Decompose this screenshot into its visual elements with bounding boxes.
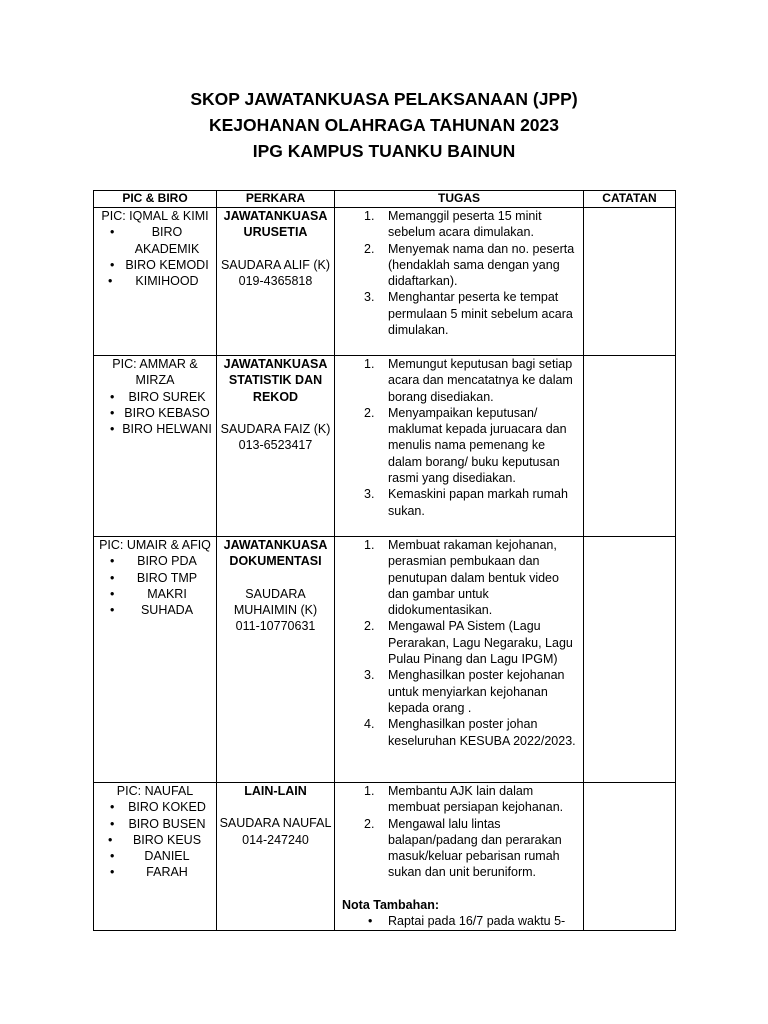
list-item: 2. Menyemak nama dan no. peserta (hendaklah sama dengan yang didaftarkan). — [364, 241, 575, 289]
person-name: SAUDARA FAIZ (K) — [220, 421, 331, 436]
header-catatan: CATATAN — [584, 191, 676, 208]
catatan-cell — [584, 208, 676, 356]
person-name: SAUDARA MUHAIMIN (K) — [233, 586, 318, 617]
phone-number: 014-247240 — [242, 832, 309, 847]
list-item: • BIRO KOKED — [110, 800, 206, 815]
perkara-cell — [217, 356, 335, 537]
committee-name: LAIN-LAIN — [244, 784, 307, 798]
committee-name: JAWATANKUASA DOKUMENTASI — [223, 538, 328, 569]
pic-cell — [94, 208, 217, 356]
title-line-2: KEJOHANAN OLAHRAGA TAHUNAN 2023 — [208, 115, 560, 135]
list-item: • BIRO PDA — [110, 554, 197, 569]
biro-list — [98, 799, 212, 880]
list-item: 2. Mengawal lalu lintas balapan/padang dan perarakan masuk/keluar pebarisan rumah sukan dan unit beruniform. — [364, 816, 562, 880]
bullet-icon: • — [110, 225, 115, 240]
list-item: 2. Menyampaikan keputusan/ maklumat kepada juruacara dan menulis nama pemenang ke dalam borang/ buku keputusan rasmi yang disediakan. — [364, 405, 567, 486]
list-item: 1. Membuat rakaman kejohanan, perasmian pembukaan dan penutupan dalam bentuk video dan gambar untuk didokumentasikan. — [364, 538, 559, 618]
list-item: 3. Menghantar peserta ke tempat permulaan 5 minit sebelum acara dimulakan. — [364, 290, 573, 338]
header-tugas: TUGAS — [335, 191, 584, 208]
biro-list — [98, 224, 212, 289]
title-line-3: IPG KAMPUS TUANKU BAINUN — [252, 141, 516, 161]
bullet-icon: • — [110, 405, 115, 420]
list-item: • FARAH — [110, 865, 188, 880]
list-item: • DANIEL — [110, 849, 190, 864]
list-item: 1. Memanggil peserta 15 minit sebelum acara dimulakan. — [364, 209, 542, 240]
catatan-cell — [584, 537, 676, 783]
tugas-cell — [335, 783, 584, 931]
biro-list — [98, 389, 212, 438]
table-row — [94, 537, 676, 783]
list-item: • BIRO BUSEN — [110, 816, 206, 831]
bullet-icon: • — [110, 800, 115, 815]
pic-label: PIC: AMMAR & MIRZA — [112, 357, 198, 388]
pic-label: PIC: IQMAL & KIMI — [101, 209, 209, 223]
title-line-1: SKOP JAWATANKUASA PELAKSANAAN (JPP) — [190, 89, 578, 109]
bullet-icon: • — [110, 389, 115, 404]
pic-label: PIC: NAUFAL — [116, 784, 194, 798]
bullet-icon: • — [110, 865, 115, 880]
header-perkara: PERKARA — [217, 191, 335, 208]
bullet-icon: • — [110, 554, 115, 569]
catatan-cell — [584, 783, 676, 931]
pic-cell — [94, 537, 217, 783]
list-item: • BIRO KEMODI — [110, 257, 209, 272]
bullet-icon: • — [110, 257, 115, 272]
bullet-icon: • — [110, 849, 115, 864]
scope-table — [93, 190, 676, 931]
tugas-cell — [335, 537, 584, 783]
bullet-icon: • — [108, 274, 113, 289]
tugas-cell — [335, 208, 584, 356]
perkara-cell — [217, 537, 335, 783]
list-item: 2. Mengawal PA Sistem (Lagu Perarakan, Lagu Negaraku, Lagu Pulau Pinang dan Lagu IPGM) — [364, 619, 573, 667]
phone-number: 019-4365818 — [238, 273, 313, 288]
bullet-icon: • — [108, 832, 113, 847]
perkara-cell — [217, 783, 335, 931]
list-item: • KIMIHOOD — [108, 274, 199, 289]
phone-number: 013-6523417 — [238, 438, 313, 453]
phone-number: 011-10770631 — [235, 619, 316, 634]
list-item: • BIRO KEUS — [108, 832, 202, 847]
table-row — [94, 208, 676, 356]
bullet-icon: • — [110, 816, 115, 831]
list-item: 3. Kemaskini papan markah rumah sukan. — [364, 487, 568, 518]
bullet-icon: • — [110, 603, 115, 618]
list-item: • BIRO SUREK — [110, 389, 206, 404]
list-item: • MAKRI — [110, 586, 187, 601]
table-header-row — [94, 191, 676, 208]
bullet-icon: • — [110, 586, 115, 601]
list-item: • Raptai pada 16/7 pada waktu 5- — [368, 914, 566, 929]
list-item: • BIRO HELWANI — [110, 422, 212, 437]
list-item: • SUHADA — [110, 603, 194, 618]
bullet-icon: • — [368, 914, 373, 929]
catatan-cell — [584, 356, 676, 537]
biro-list — [98, 553, 212, 618]
perkara-cell — [217, 208, 335, 356]
list-item: 1. Memungut keputusan bagi setiap acara dan mencatatnya ke dalam borang disediakan. — [364, 357, 573, 404]
person-name: SAUDARA ALIF (K) — [220, 257, 331, 272]
committee-name: JAWATANKUASA STATISTIK DAN REKOD — [223, 357, 328, 404]
bullet-icon: • — [110, 422, 115, 437]
list-item: • BIRO KEBASO — [110, 405, 210, 420]
person-name: SAUDARA NAUFAL — [219, 816, 332, 831]
committee-name: JAWATANKUASA URUSETIA — [223, 209, 328, 240]
pic-cell — [94, 356, 217, 537]
tugas-cell — [335, 356, 584, 537]
list-item: • BIRO AKADEMIK — [110, 225, 200, 256]
pic-label: PIC: UMAIR & AFIQ — [99, 538, 211, 552]
table-row — [94, 783, 676, 931]
list-item: 3. Menghasilkan poster kejohanan untuk menyiarkan kejohanan kepada orang . — [364, 668, 565, 715]
bullet-icon: • — [110, 570, 115, 585]
list-item: 4. Menghasilkan poster johan keseluruhan KESUBA 2022/2023. — [364, 717, 576, 748]
pic-cell — [94, 783, 217, 931]
nota-tambahan-label: Nota Tambahan: — [342, 897, 439, 912]
list-item: • BIRO TMP — [110, 570, 198, 585]
header-pic-biro: PIC & BIRO — [94, 191, 217, 208]
table-row — [94, 356, 676, 537]
list-item: 1. Membantu AJK lain dalam membuat persiapan kejohanan. — [364, 784, 564, 815]
